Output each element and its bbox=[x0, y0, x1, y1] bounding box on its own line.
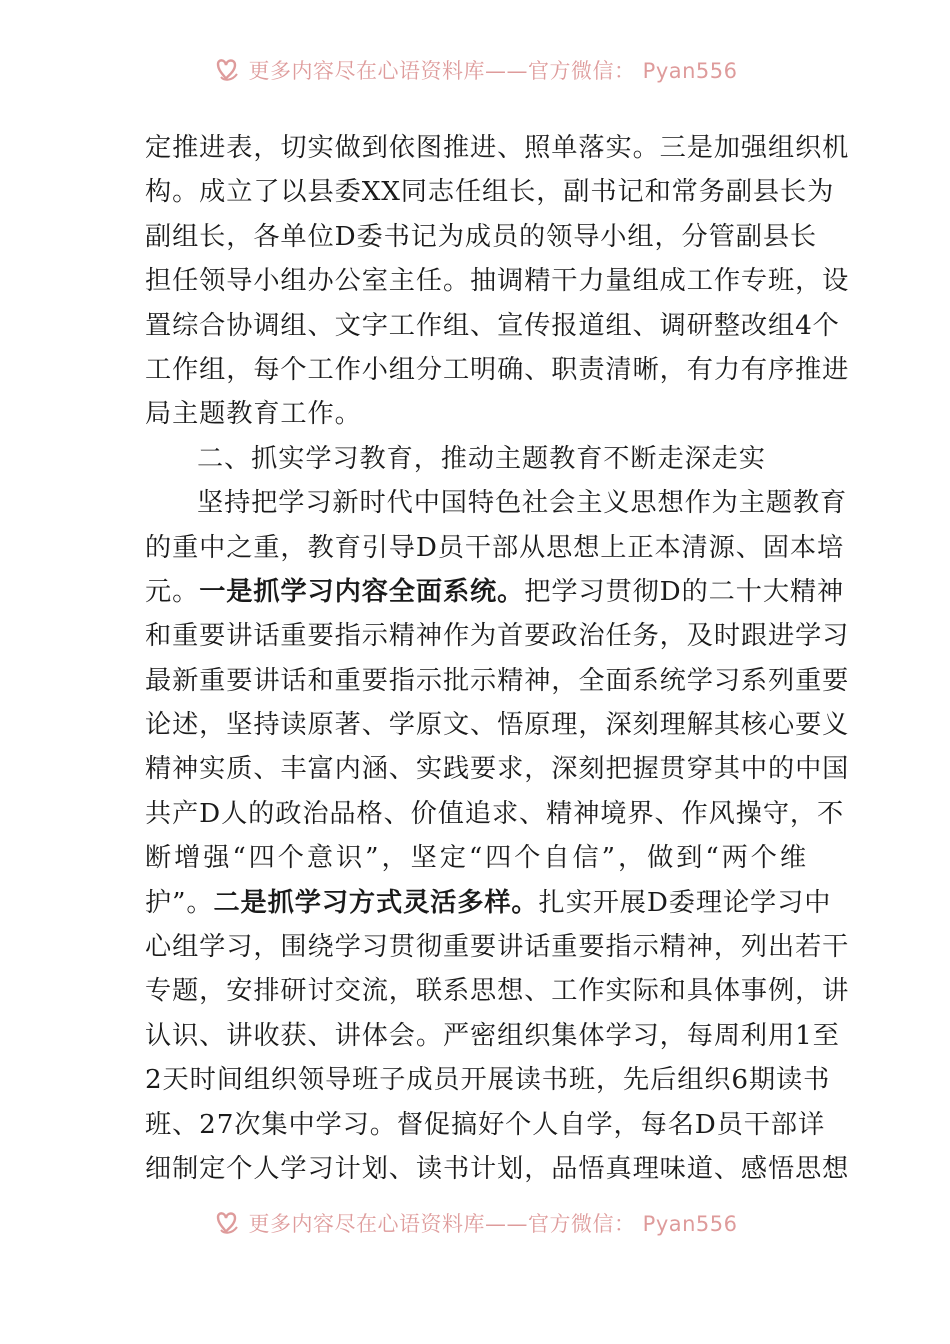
text-span: 最新重要讲话和重要指示批示精神，全面系统学习系列重要 bbox=[145, 665, 850, 696]
text-line bbox=[145, 1147, 850, 1191]
text-span: 构。成立了以县委XX同志任组长，副书记和常务副县长为 bbox=[145, 177, 835, 208]
text-span: 的重中之重，教育引导D员干部从思想上正本清源、固本培 bbox=[145, 532, 845, 563]
text-line bbox=[145, 1103, 826, 1147]
text-line bbox=[145, 881, 832, 925]
text-line bbox=[145, 570, 845, 614]
text-span: 和重要讲话重要指示精神作为首要政治任务，及时跟进学习 bbox=[145, 621, 850, 652]
text-span: 把学习贯彻D的二十大精神 bbox=[524, 576, 845, 607]
text-span: 置综合协调组、文字工作组、宣传报道组、调研整改组4个 bbox=[145, 310, 840, 341]
text-span: 精神实质、丰富内涵、实践要求，深刻把握贯穿其中的中国 bbox=[145, 754, 850, 785]
text-span: 心组学习，围绕学习贯彻重要讲话重要指示精神，列出若干 bbox=[145, 932, 850, 963]
text-span: 专题，安排研讨交流，联系思想、工作实际和具体事例，讲 bbox=[145, 976, 850, 1007]
text-span: 坚持把学习新时代中国特色社会主义思想作为主题教育 bbox=[197, 488, 848, 519]
header-watermark bbox=[0, 55, 950, 85]
text-line bbox=[145, 348, 850, 392]
text-span: 论述，坚持读原著、学原文、悟原理，深刻理解其核心要义 bbox=[145, 710, 850, 741]
text-span: 定推进表，切实做到依图推进、照单落实。三是加强组织机 bbox=[145, 133, 850, 163]
text-line bbox=[145, 170, 835, 214]
text-line bbox=[145, 703, 850, 747]
text-span: 扎实开展D委理论学习中 bbox=[538, 887, 832, 918]
watermark-text: 更多内容尽在心语资料库——官方微信： Pyan556 bbox=[248, 59, 738, 83]
watermark-text: 更多内容尽在心语资料库——官方微信： Pyan556 bbox=[248, 1212, 738, 1236]
footer-watermark bbox=[0, 1208, 950, 1238]
bold-subheading: 一是抓学习内容全面系统。 bbox=[199, 575, 525, 607]
text-line bbox=[145, 969, 850, 1013]
text-line bbox=[145, 481, 848, 525]
text-span: 元。 bbox=[145, 576, 200, 607]
text-span: 副组长，各单位D委书记为成员的领导小组，分管副县长 bbox=[145, 221, 817, 252]
heart-script-logo-icon bbox=[212, 55, 242, 85]
bold-subheading: 二是抓学习方式灵活多样。 bbox=[213, 886, 539, 918]
text-span: 共产D人的政治品格、价值追求、精神境界、作风操守，不 bbox=[145, 798, 845, 829]
text-line bbox=[145, 304, 840, 348]
text-line bbox=[145, 1014, 840, 1058]
text-line bbox=[145, 836, 807, 880]
section-heading bbox=[145, 437, 807, 481]
text-line bbox=[145, 1058, 831, 1102]
text-span: 2天时间组织领导班子成员开展读书班，先后组织6期读书 bbox=[145, 1065, 831, 1096]
text-line bbox=[145, 792, 845, 836]
text-span: 断增强“四个意识”，坚定“四个自信”，做到“两个维 bbox=[145, 843, 807, 874]
text-span: 认识、讲收获、讲体会。严密组织集体学习，每周利用1至 bbox=[145, 1020, 840, 1051]
text-span: 护”。 bbox=[145, 887, 214, 918]
document-body bbox=[145, 126, 850, 1191]
text-line bbox=[145, 526, 845, 570]
text-line bbox=[145, 215, 817, 259]
text-line bbox=[145, 925, 850, 969]
text-span: 班、27次集中学习。督促搞好个人自学，每名D员干部详 bbox=[145, 1109, 826, 1140]
text-line bbox=[145, 392, 807, 436]
heading-text: 二、抓实学习教育，推动主题教育不断走深走实 bbox=[197, 443, 766, 474]
text-span: 工作组，每个工作小组分工明确、职责清晰，有力有序推进 bbox=[145, 354, 850, 385]
text-line bbox=[145, 659, 850, 703]
text-span: 局主题教育工作。 bbox=[145, 399, 362, 430]
text-line bbox=[145, 747, 850, 791]
text-span: 细制定个人学习计划、读书计划，品悟真理味道、感悟思想 bbox=[145, 1153, 850, 1184]
heart-script-logo-icon bbox=[212, 1208, 242, 1238]
text-line bbox=[145, 614, 850, 658]
text-line bbox=[145, 126, 850, 170]
text-line bbox=[145, 259, 850, 303]
text-span: 担任领导小组办公室主任。抽调精干力量组成工作专班，设 bbox=[145, 266, 850, 297]
